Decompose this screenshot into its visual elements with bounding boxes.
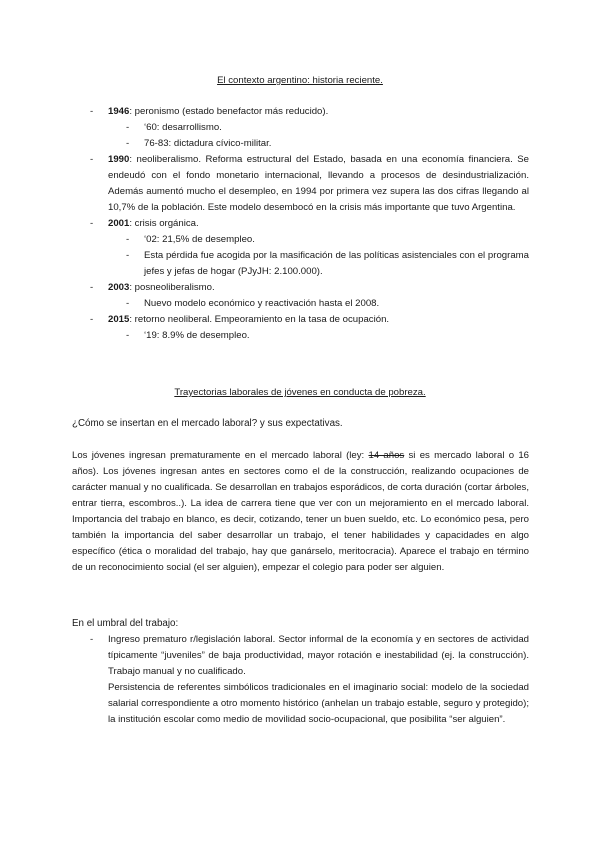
item-paragraph-1: Ingreso prematuro r/legislación laboral. Sector informal de la economía y en sectores de actividad típicamente “juveniles” de baja productividad, mayor rotación e inestabilidad (ej. la construcción). Trabajo manual y no cualificado. xyxy=(108,634,529,677)
bullet-dash: - xyxy=(90,634,94,645)
bullet-dash: - xyxy=(90,218,94,229)
year-label: 2015 xyxy=(108,314,130,325)
sub-list-item xyxy=(0,136,529,152)
sub-list-item xyxy=(0,328,529,344)
sub-item-text: ‘60: desarrollismo. xyxy=(144,122,222,133)
question-heading: ¿Cómo se insertan en el mercado laboral? y sus expectativas. xyxy=(72,418,343,429)
list-item xyxy=(0,632,529,728)
list-item xyxy=(0,280,529,296)
bullet-dash: - xyxy=(90,154,94,165)
paragraph-start: Los jóvenes ingresan prematuramente en el mercado laboral (ley: xyxy=(72,450,369,461)
sub-list-item xyxy=(0,120,529,136)
list-item xyxy=(0,104,529,120)
sub-list-item xyxy=(0,248,529,280)
year-label: 1990 xyxy=(108,154,130,165)
section-title-youth-trajectories: Trayectorias laborales de jóvenes en conducta de pobreza. xyxy=(174,387,426,398)
struck-text: 14 años xyxy=(368,450,405,461)
list-item xyxy=(0,312,529,328)
sub-item-text: 76-83: dictadura cívico-militar. xyxy=(144,138,272,149)
list-item xyxy=(0,152,529,216)
body-paragraph xyxy=(72,448,529,576)
item-text: : retorno neoliberal. Empeoramiento en la tasa de ocupación. xyxy=(129,314,390,325)
bullet-dash: - xyxy=(90,314,94,325)
history-list xyxy=(0,104,600,344)
bullet-dash: - xyxy=(126,330,130,341)
bullet-dash: - xyxy=(126,138,130,149)
list-item xyxy=(0,216,529,232)
year-label: 2001 xyxy=(108,218,130,229)
sub-item-text: Nuevo modelo económico y reactivación hasta el 2008. xyxy=(144,298,380,309)
item-text: : posneoliberalismo. xyxy=(129,282,215,293)
item-text: : crisis orgánica. xyxy=(129,218,199,229)
bullet-dash: - xyxy=(126,250,130,261)
threshold-list xyxy=(0,632,600,728)
sub-list-item xyxy=(0,296,529,312)
threshold-heading: En el umbral del trabajo: xyxy=(72,618,179,629)
sub-item-text: ‘19: 8.9% de desempleo. xyxy=(144,330,250,341)
bullet-dash: - xyxy=(90,106,94,117)
bullet-dash: - xyxy=(126,122,130,133)
year-label: 2003 xyxy=(108,282,130,293)
item-paragraph-2: Persistencia de referentes simbólicos tradicionales en el imaginario social: modelo de la sociedad salarial correspondiente a otro momento histórico (anhelan un trabajo estable, seguro y protegido); la institución escolar como medio de movilidad socio-ocupacional, que posibilita “ser alguien”. xyxy=(108,682,529,725)
item-text: : neoliberalismo. Reforma estructural del Estado, basada en una economía financiera. Se endeudó con el fondo monetario internacional, llevando a procesos de desindustrialización. Además aumentó mucho el desempleo, en 1994 por primera vez supera las dos cifras llegando al 10,7% de la población. Este modelo desembocó en la crisis más importante que tuvo Argentina. xyxy=(108,154,529,213)
item-text: : peronismo (estado benefactor más reducido). xyxy=(129,106,329,117)
bullet-dash: - xyxy=(90,282,94,293)
paragraph-rest: si es mercado laboral o 16 años). Los jóvenes ingresan antes en sectores como el de la construcción, realizando ocupaciones de carácter manual y no cualificada. Se desarrollan en trabajos esporádicos, de corta duración (cortar árboles, entrar tierra, escombros..). La idea de carrera tiene que ver con un mejoramiento en el mercado laboral. Importancia del trabajo en blanco, es decir, cotizando, tener un buen sueldo, etc. Lo económico pesa, pero también la importancia del saber desarrollar un trabajo, el tener habilidades y capacidades en algo específico (ética o moralidad del trabajo, hay que ganárselo, meritocracia). Aparece el trabajo en término de un reconocimiento social (el ser alguien), empezar el colegio para poder ser alguien. xyxy=(72,450,530,573)
sub-item-text: ‘02: 21,5% de desempleo. xyxy=(144,234,255,245)
sub-list-item xyxy=(0,232,529,248)
year-label: 1946 xyxy=(108,106,130,117)
section-title-argentine-context: El contexto argentino: historia reciente. xyxy=(217,75,383,86)
sub-item-text: Esta pérdida fue acogida por la masificación de las políticas asistenciales con el programa jefes y jefas de hogar (PJyJH: 2.100.000). xyxy=(144,250,529,277)
bullet-dash: - xyxy=(126,298,130,309)
bullet-dash: - xyxy=(126,234,130,245)
